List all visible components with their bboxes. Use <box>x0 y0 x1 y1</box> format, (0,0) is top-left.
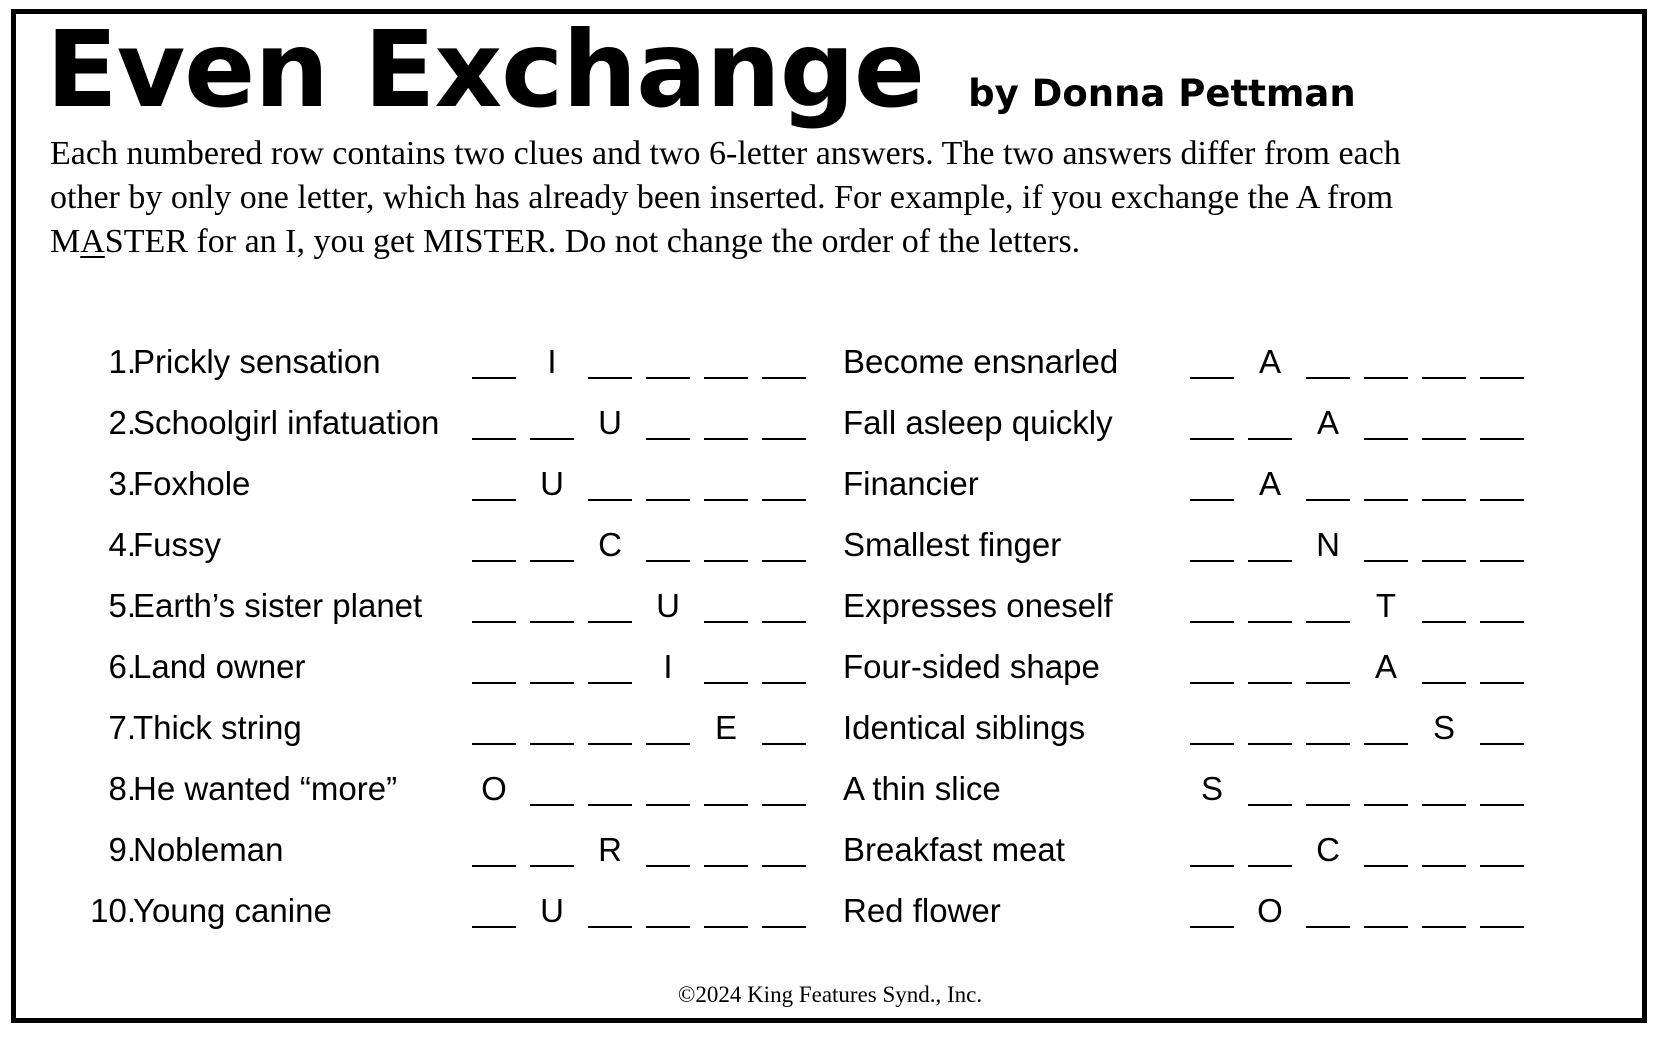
instructions-line-1: Each numbered row contains two clues and two 6-letter answers. The two answers differ from each <box>50 135 1401 172</box>
clue-right: Fall asleep quickly <box>843 404 1113 441</box>
clue-left: Schoolgirl infatuation <box>133 404 440 441</box>
answer-blank-left[interactable] <box>704 581 748 623</box>
given-letter-left: U <box>656 587 680 624</box>
puzzle-byline: by Donna Pettman <box>968 72 1356 115</box>
answer-blank-right[interactable] <box>1364 886 1408 928</box>
clue-row <box>0 886 1620 936</box>
answer-blank-right[interactable] <box>1306 886 1350 928</box>
answer-blank-right[interactable] <box>1190 886 1234 928</box>
answer-blank-left[interactable] <box>646 764 690 806</box>
answer-blank-right[interactable] <box>1422 398 1466 440</box>
answer-blank-right[interactable] <box>1422 459 1466 501</box>
answer-blank-left[interactable] <box>530 642 574 684</box>
clue-number: 4. <box>108 526 136 563</box>
answer-blank-left[interactable] <box>530 520 574 562</box>
answer-blank-right[interactable] <box>1190 703 1234 745</box>
answer-blank-right[interactable] <box>1422 520 1466 562</box>
given-letter-right: A <box>1258 343 1281 380</box>
answer-blank-left[interactable] <box>762 520 806 562</box>
answer-blank-left[interactable] <box>472 825 516 867</box>
answer-blank-left[interactable] <box>588 703 632 745</box>
answer-blank-left[interactable] <box>588 581 632 623</box>
answer-blank-left[interactable] <box>762 825 806 867</box>
given-letter-left: E <box>714 709 737 746</box>
given-letter-right: C <box>1316 831 1340 868</box>
answer-blank-left[interactable] <box>646 520 690 562</box>
answer-blank-left[interactable] <box>704 398 748 440</box>
answer-blank-left[interactable] <box>646 825 690 867</box>
answer-blank-right[interactable] <box>1306 764 1350 806</box>
given-letter-right: N <box>1316 526 1340 563</box>
clue-number: 1. <box>108 343 136 380</box>
answer-blank-left[interactable] <box>704 764 748 806</box>
answer-blank-right[interactable] <box>1480 642 1524 684</box>
answer-blank-left[interactable] <box>762 337 806 379</box>
answer-blank-left[interactable] <box>762 703 806 745</box>
answer-blank-right[interactable] <box>1364 398 1408 440</box>
clue-left: Earth’s sister planet <box>133 587 423 624</box>
clue-number: 10. <box>90 892 136 929</box>
clue-right: A thin slice <box>843 770 1001 807</box>
clue-row <box>0 764 1620 814</box>
clue-row <box>0 825 1620 875</box>
answer-blank-right[interactable] <box>1364 337 1408 379</box>
answer-blank-right[interactable] <box>1480 764 1524 806</box>
answer-blank-left[interactable] <box>646 886 690 928</box>
given-letter-right: S <box>1432 709 1455 746</box>
clue-number: 9. <box>108 831 136 868</box>
answer-blank-right[interactable] <box>1422 825 1466 867</box>
answer-blank-right[interactable] <box>1480 459 1524 501</box>
instructions-line-3 <box>50 220 1580 264</box>
given-letter-left: C <box>598 526 622 563</box>
answer-blank-right[interactable] <box>1248 764 1292 806</box>
answer-blank-right[interactable] <box>1422 642 1466 684</box>
instructions-line-2: other by only one letter, which has already been inserted. For example, if you exchange the A from <box>50 179 1394 216</box>
given-letter-right: A <box>1374 648 1397 685</box>
clue-right: Financier <box>843 465 979 502</box>
answer-blank-left[interactable] <box>588 337 632 379</box>
answer-blank-left[interactable] <box>646 459 690 501</box>
clue-left: Fussy <box>133 526 222 563</box>
answer-blank-left[interactable] <box>588 642 632 684</box>
answer-blank-right[interactable] <box>1306 703 1350 745</box>
given-letter-right: O <box>1257 892 1283 929</box>
given-letter-left: R <box>598 831 622 868</box>
example-text-after: STER for an I, you get MISTER. Do not change the order of the letters. <box>104 223 1081 260</box>
clue-number: 6. <box>108 648 136 685</box>
answer-blank-left[interactable] <box>588 886 632 928</box>
answer-blank-right[interactable] <box>1422 764 1466 806</box>
answer-blank-right[interactable] <box>1248 703 1292 745</box>
answer-blank-right[interactable] <box>1480 337 1524 379</box>
answer-blank-left[interactable] <box>704 886 748 928</box>
clue-right: Red flower <box>843 892 1001 929</box>
answer-blank-left[interactable] <box>472 703 516 745</box>
answer-blank-left[interactable] <box>762 459 806 501</box>
clue-number: 8. <box>108 770 136 807</box>
answer-blank-left[interactable] <box>762 398 806 440</box>
answer-blank-left[interactable] <box>472 459 516 501</box>
copyright: ©2024 King Features Synd., Inc. <box>677 982 983 1007</box>
answer-blank-right[interactable] <box>1190 337 1234 379</box>
answer-blank-left[interactable] <box>472 337 516 379</box>
answer-blank-right[interactable] <box>1364 703 1408 745</box>
answer-blank-left[interactable] <box>530 825 574 867</box>
answer-blank-right[interactable] <box>1364 764 1408 806</box>
instructions <box>50 132 1580 264</box>
answer-blank-right[interactable] <box>1306 581 1350 623</box>
clue-right: Identical siblings <box>843 709 1086 746</box>
answer-blank-left[interactable] <box>704 459 748 501</box>
clue-number: 2. <box>108 404 136 441</box>
clue-left: Young canine <box>133 892 332 929</box>
clue-left: Nobleman <box>133 831 284 868</box>
given-letter-right: S <box>1200 770 1223 807</box>
answer-blank-right[interactable] <box>1248 825 1292 867</box>
answer-blank-right[interactable] <box>1422 886 1466 928</box>
clue-row <box>0 398 1620 448</box>
answer-blank-right[interactable] <box>1248 581 1292 623</box>
answer-blank-left[interactable] <box>704 825 748 867</box>
clue-right: Four-sided shape <box>843 648 1100 685</box>
answer-blank-left[interactable] <box>646 703 690 745</box>
clue-right: Breakfast meat <box>843 831 1065 868</box>
given-letter-left: U <box>598 404 622 441</box>
answer-blank-left[interactable] <box>762 581 806 623</box>
clue-left: Prickly sensation <box>133 343 381 380</box>
clue-row <box>0 337 1620 387</box>
answer-blank-left[interactable] <box>530 398 574 440</box>
answer-blank-right[interactable] <box>1480 520 1524 562</box>
given-letter-left: I <box>663 648 673 685</box>
answer-blank-left[interactable] <box>646 337 690 379</box>
answer-blank-right[interactable] <box>1364 825 1408 867</box>
given-letter-left: I <box>547 343 557 380</box>
answer-blank-left[interactable] <box>472 886 516 928</box>
answer-blank-right[interactable] <box>1480 886 1524 928</box>
clue-left: He wanted “more” <box>133 770 398 807</box>
answer-blank-right[interactable] <box>1306 642 1350 684</box>
answer-blank-right[interactable] <box>1190 642 1234 684</box>
clue-row <box>0 520 1620 570</box>
clue-row <box>0 459 1620 509</box>
answer-blank-left[interactable] <box>472 398 516 440</box>
answer-blank-left[interactable] <box>762 886 806 928</box>
clue-number: 5. <box>108 587 136 624</box>
answer-blank-right[interactable] <box>1190 459 1234 501</box>
answer-blank-left[interactable] <box>762 764 806 806</box>
answer-blank-right[interactable] <box>1248 642 1292 684</box>
example-underlined-letter: A <box>80 223 105 260</box>
answer-blank-right[interactable] <box>1306 459 1350 501</box>
answer-blank-right[interactable] <box>1480 703 1524 745</box>
answer-blank-left[interactable] <box>704 642 748 684</box>
clue-right: Smallest finger <box>843 526 1062 563</box>
clue-left: Foxhole <box>133 465 251 502</box>
clue-row <box>0 642 1620 692</box>
answer-blank-left[interactable] <box>762 642 806 684</box>
given-letter-left: O <box>481 770 507 807</box>
answer-blank-right[interactable] <box>1248 520 1292 562</box>
answer-blank-left[interactable] <box>588 764 632 806</box>
given-letter-right: A <box>1316 404 1339 441</box>
answer-blank-left[interactable] <box>472 581 516 623</box>
given-letter-right: T <box>1375 587 1397 624</box>
answer-blank-right[interactable] <box>1190 581 1234 623</box>
answer-blank-right[interactable] <box>1480 581 1524 623</box>
answer-blank-right[interactable] <box>1480 398 1524 440</box>
given-letter-left: U <box>540 465 564 502</box>
clue-row <box>0 581 1620 631</box>
answer-blank-left[interactable] <box>704 520 748 562</box>
answer-blank-right[interactable] <box>1364 520 1408 562</box>
answer-blank-right[interactable] <box>1364 459 1408 501</box>
answer-blank-left[interactable] <box>472 642 516 684</box>
answer-blank-right[interactable] <box>1422 337 1466 379</box>
answer-blank-right[interactable] <box>1190 825 1234 867</box>
clue-right: Become ensnarled <box>843 343 1119 380</box>
clue-row <box>0 703 1620 753</box>
clue-number: 7. <box>108 709 136 746</box>
given-letter-right: A <box>1258 465 1281 502</box>
answer-blank-left[interactable] <box>646 398 690 440</box>
puzzle-title: Even Exchange <box>46 9 925 131</box>
clue-number: 3. <box>108 465 136 502</box>
answer-blank-right[interactable] <box>1480 825 1524 867</box>
answer-blank-left[interactable] <box>530 764 574 806</box>
header <box>46 9 1356 131</box>
answer-blank-right[interactable] <box>1190 520 1234 562</box>
given-letter-left: U <box>540 892 564 929</box>
answer-blank-left[interactable] <box>588 459 632 501</box>
clue-right: Expresses oneself <box>843 587 1113 624</box>
answer-blank-right[interactable] <box>1422 581 1466 623</box>
answer-blank-left[interactable] <box>704 337 748 379</box>
answer-blank-right[interactable] <box>1248 398 1292 440</box>
example-text-before: M <box>50 223 81 260</box>
answer-blank-left[interactable] <box>472 520 516 562</box>
clue-left: Land owner <box>133 648 306 685</box>
answer-blank-right[interactable] <box>1190 398 1234 440</box>
answer-blank-right[interactable] <box>1306 337 1350 379</box>
clue-left: Thick string <box>133 709 302 746</box>
answer-blank-left[interactable] <box>530 703 574 745</box>
answer-blank-left[interactable] <box>530 581 574 623</box>
